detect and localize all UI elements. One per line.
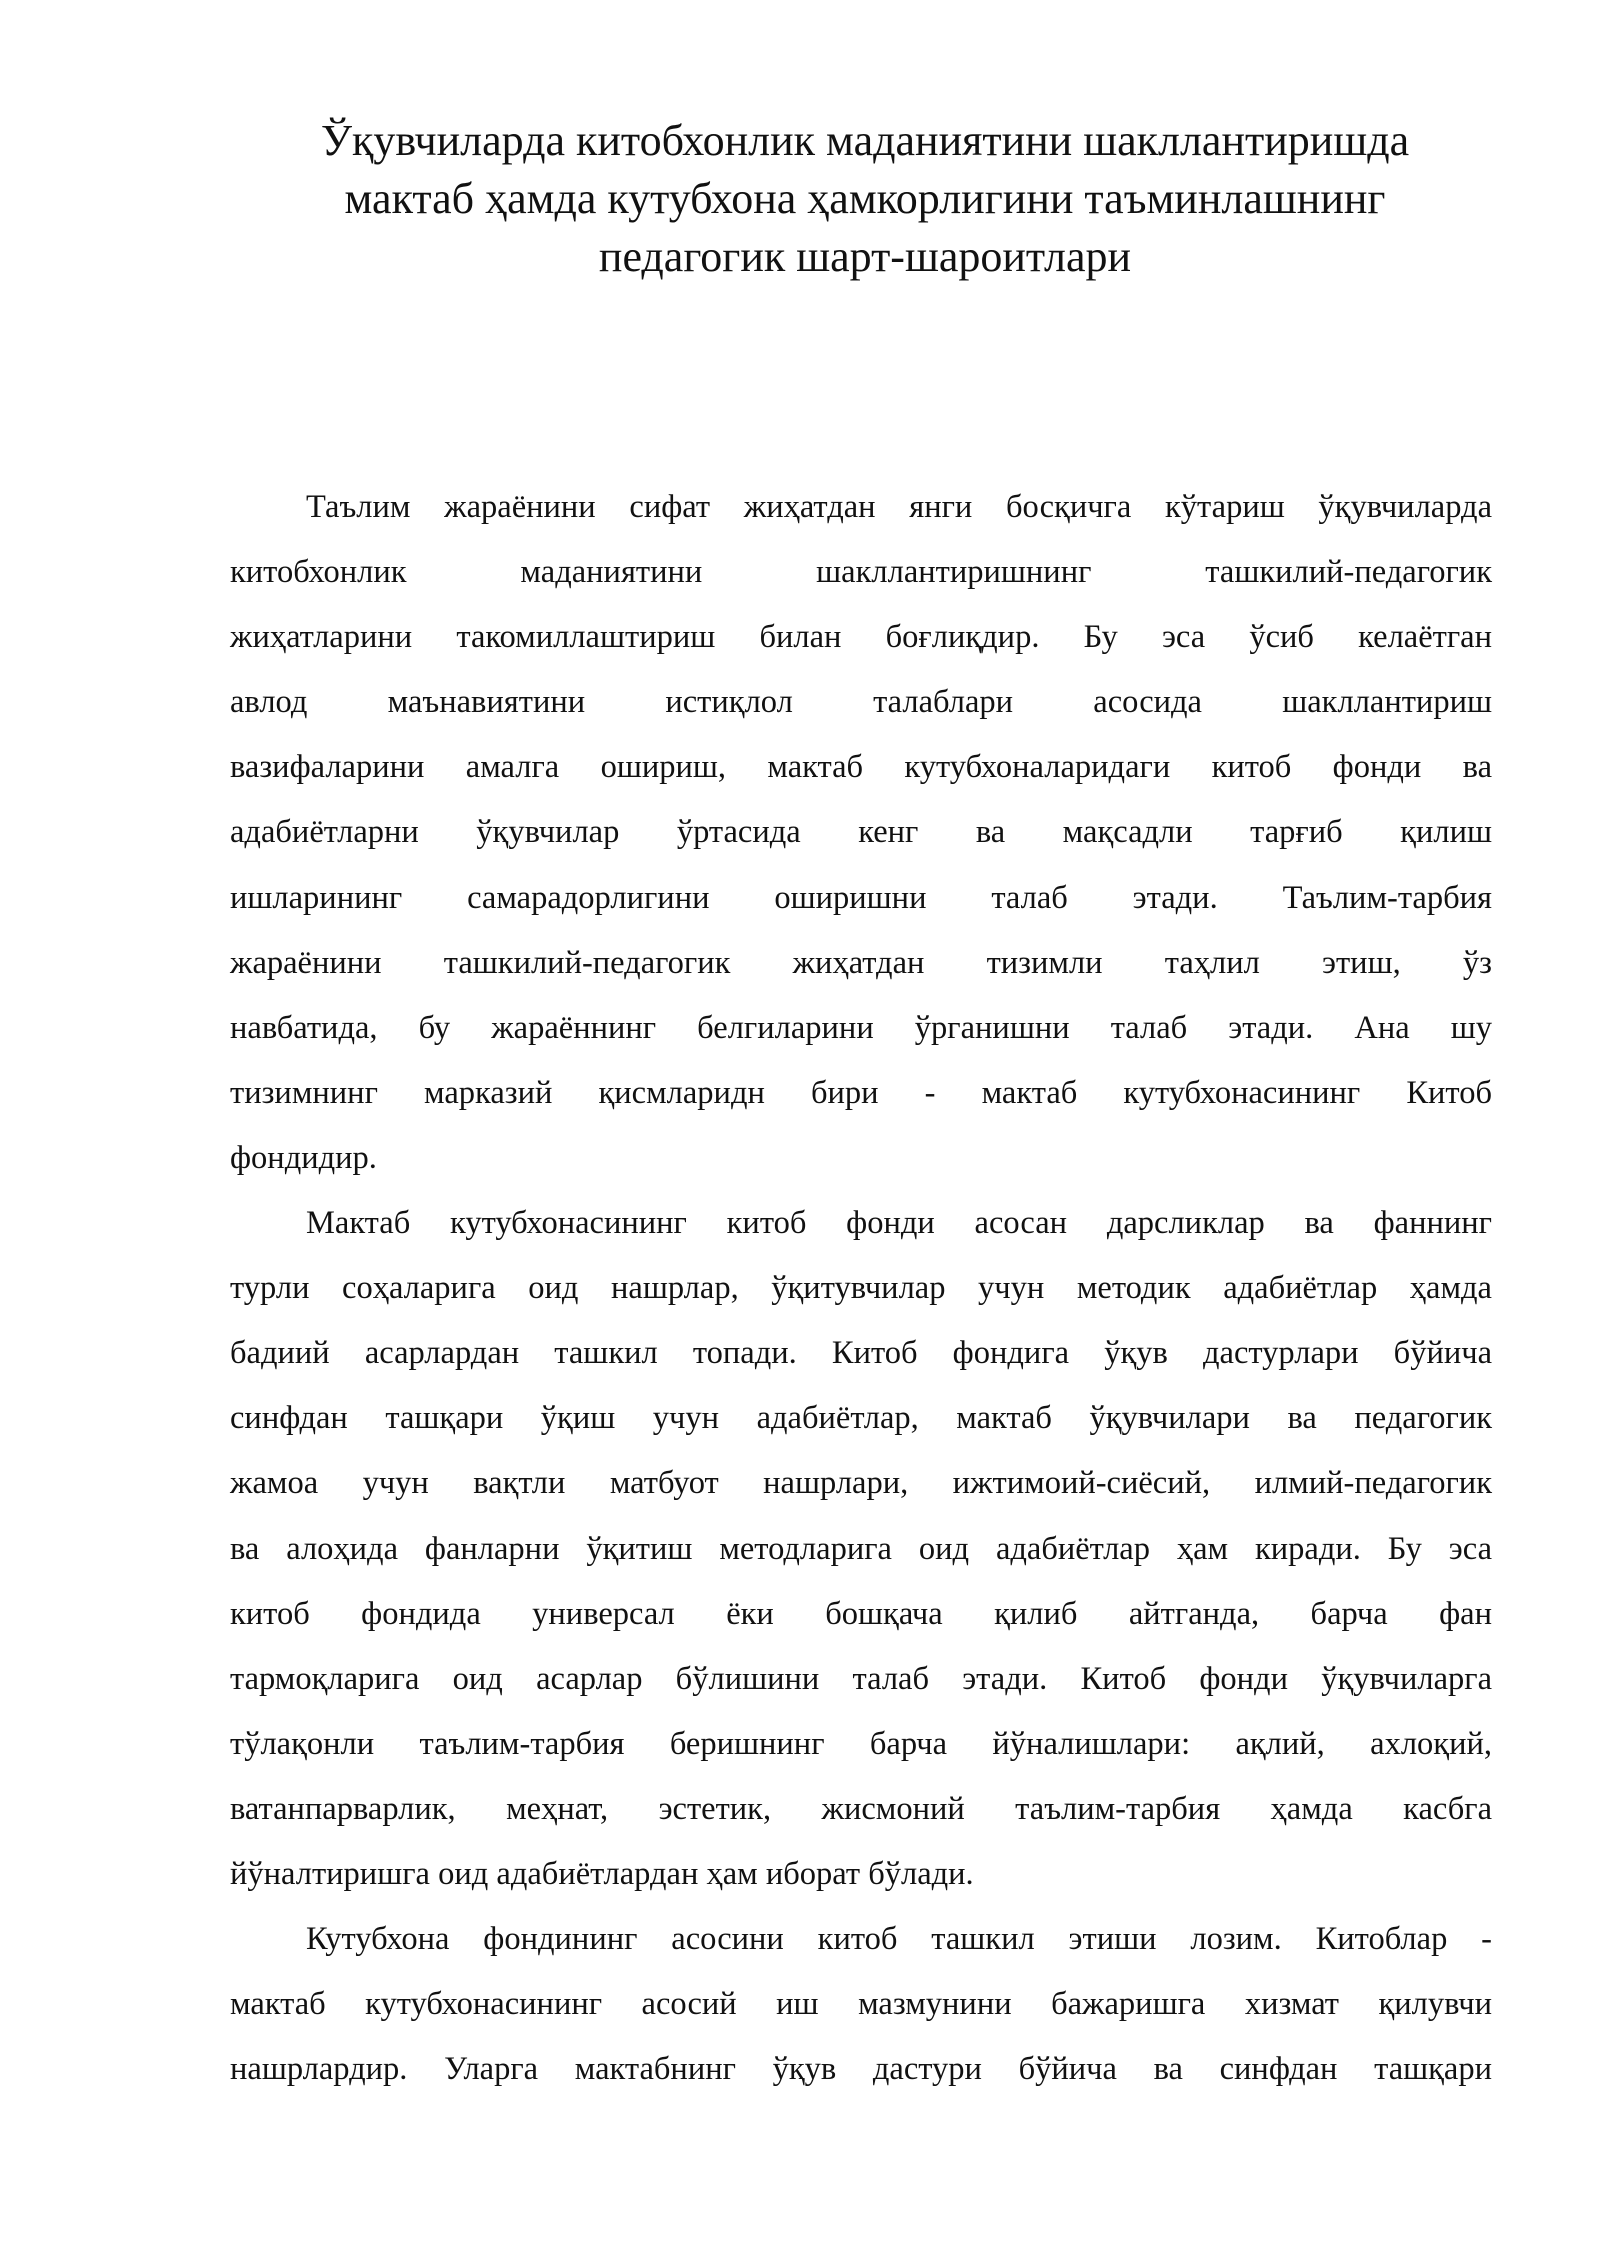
text-line: Таълим жараёнини сифат жиҳатдан янги босқичга кўтариш ўқувчиларда [306, 489, 1492, 525]
document-title [230, 112, 1500, 286]
title-line: педагогик шарт-шароитлари [598, 232, 1132, 281]
text-line: ва алоҳида фанларни ўқитиш методларига оид адабиётлар ҳам киради. Бу эса [230, 1530, 1492, 1567]
text-line: китобхонлик маданиятини шакллантиришнинг ташкилий-педагогик [230, 554, 1492, 591]
text-line: тизимнинг марказий қисмларидн бири - мактаб кутубхонасининг Китоб [230, 1074, 1492, 1111]
text-line: китоб фондида универсал ёки бошқача қилиб айтганда, барча фан [230, 1595, 1492, 1632]
title-line: мактаб ҳамда кутубхона ҳамкорлигини таъминлашнинг [344, 174, 1386, 223]
text-line: жиҳатларини такомиллаштириш билан боғлиқдир. Бу эса ўсиб келаётган [230, 619, 1492, 656]
paragraph-2 [230, 1191, 1492, 1907]
paragraph-1 [230, 475, 1492, 1191]
text-line: Мактаб кутубхонасининг китоб фонди асосан дарсликлар ва фаннинг [306, 1205, 1492, 1242]
title-line: Ўқувчиларда китобхонлик маданиятини шакллантиришда [320, 116, 1410, 165]
text-line: нашрлардир. Уларга мактабнинг ўқув дастури бўйича ва синфдан ташқари [230, 2051, 1492, 2088]
text-line: йўналтиришга оид адабиётлардан ҳам иборат бўлади. [230, 1855, 974, 1892]
text-line: ватанпарварлик, меҳнат, эстетик, жисмоний таълим-тарбия ҳамда касбга [230, 1790, 1492, 1827]
text-line: адабиётларни ўқувчилар ўртасида кенг ва мақсадли тарғиб қилиш [230, 814, 1492, 851]
document-body [230, 475, 1492, 2102]
text-line: тўлақонли таълим-тарбия беришнинг барча йўналишлари: ақлий, ахлоқий, [230, 1725, 1492, 1762]
text-line: турли соҳаларига оид нашрлар, ўқитувчилар учун методик адабиётлар ҳамда [230, 1270, 1492, 1307]
text-line: жараёнини ташкилий-педагогик жиҳатдан тизимли таҳлил этиш, ўз [230, 944, 1492, 981]
text-line: навбатида, бу жараённинг белгиларини ўрганишни талаб этади. Ана шу [230, 1009, 1492, 1046]
text-line: жамоа учун вақтли матбуот нашрлари, ижтимоий-сиёсий, илмий-педагогик [230, 1465, 1492, 1502]
text-line: бадиий асарлардан ташкил топади. Китоб фондига ўқув дастурлари бўйича [230, 1335, 1492, 1372]
text-line: фондидир. [230, 1139, 377, 1176]
text-line: синфдан ташқари ўқиш учун адабиётлар, мактаб ўқувчилари ва педагогик [230, 1400, 1492, 1437]
text-line: тармоқларига оид асарлар бўлишини талаб этади. Китоб фонди ўқувчиларга [230, 1660, 1492, 1697]
text-line: Кутубхона фондининг асосини китоб ташкил этиши лозим. Китоблар - [306, 1921, 1492, 1958]
text-line: мактаб кутубхонасининг асосий иш мазмунини бажаришга хизмат қилувчи [230, 1986, 1492, 2023]
text-line: авлод маънавиятини истиқлол талаблари асосида шакллантириш [230, 684, 1492, 721]
text-line: ишларининг самарадорлигини оширишни талаб этади. Таълим-тарбия [230, 879, 1492, 916]
text-line: вазифаларини амалга ошириш, мактаб кутубхоналаридаги китоб фонди ва [230, 749, 1492, 786]
paragraph-3 [230, 1907, 1492, 2102]
